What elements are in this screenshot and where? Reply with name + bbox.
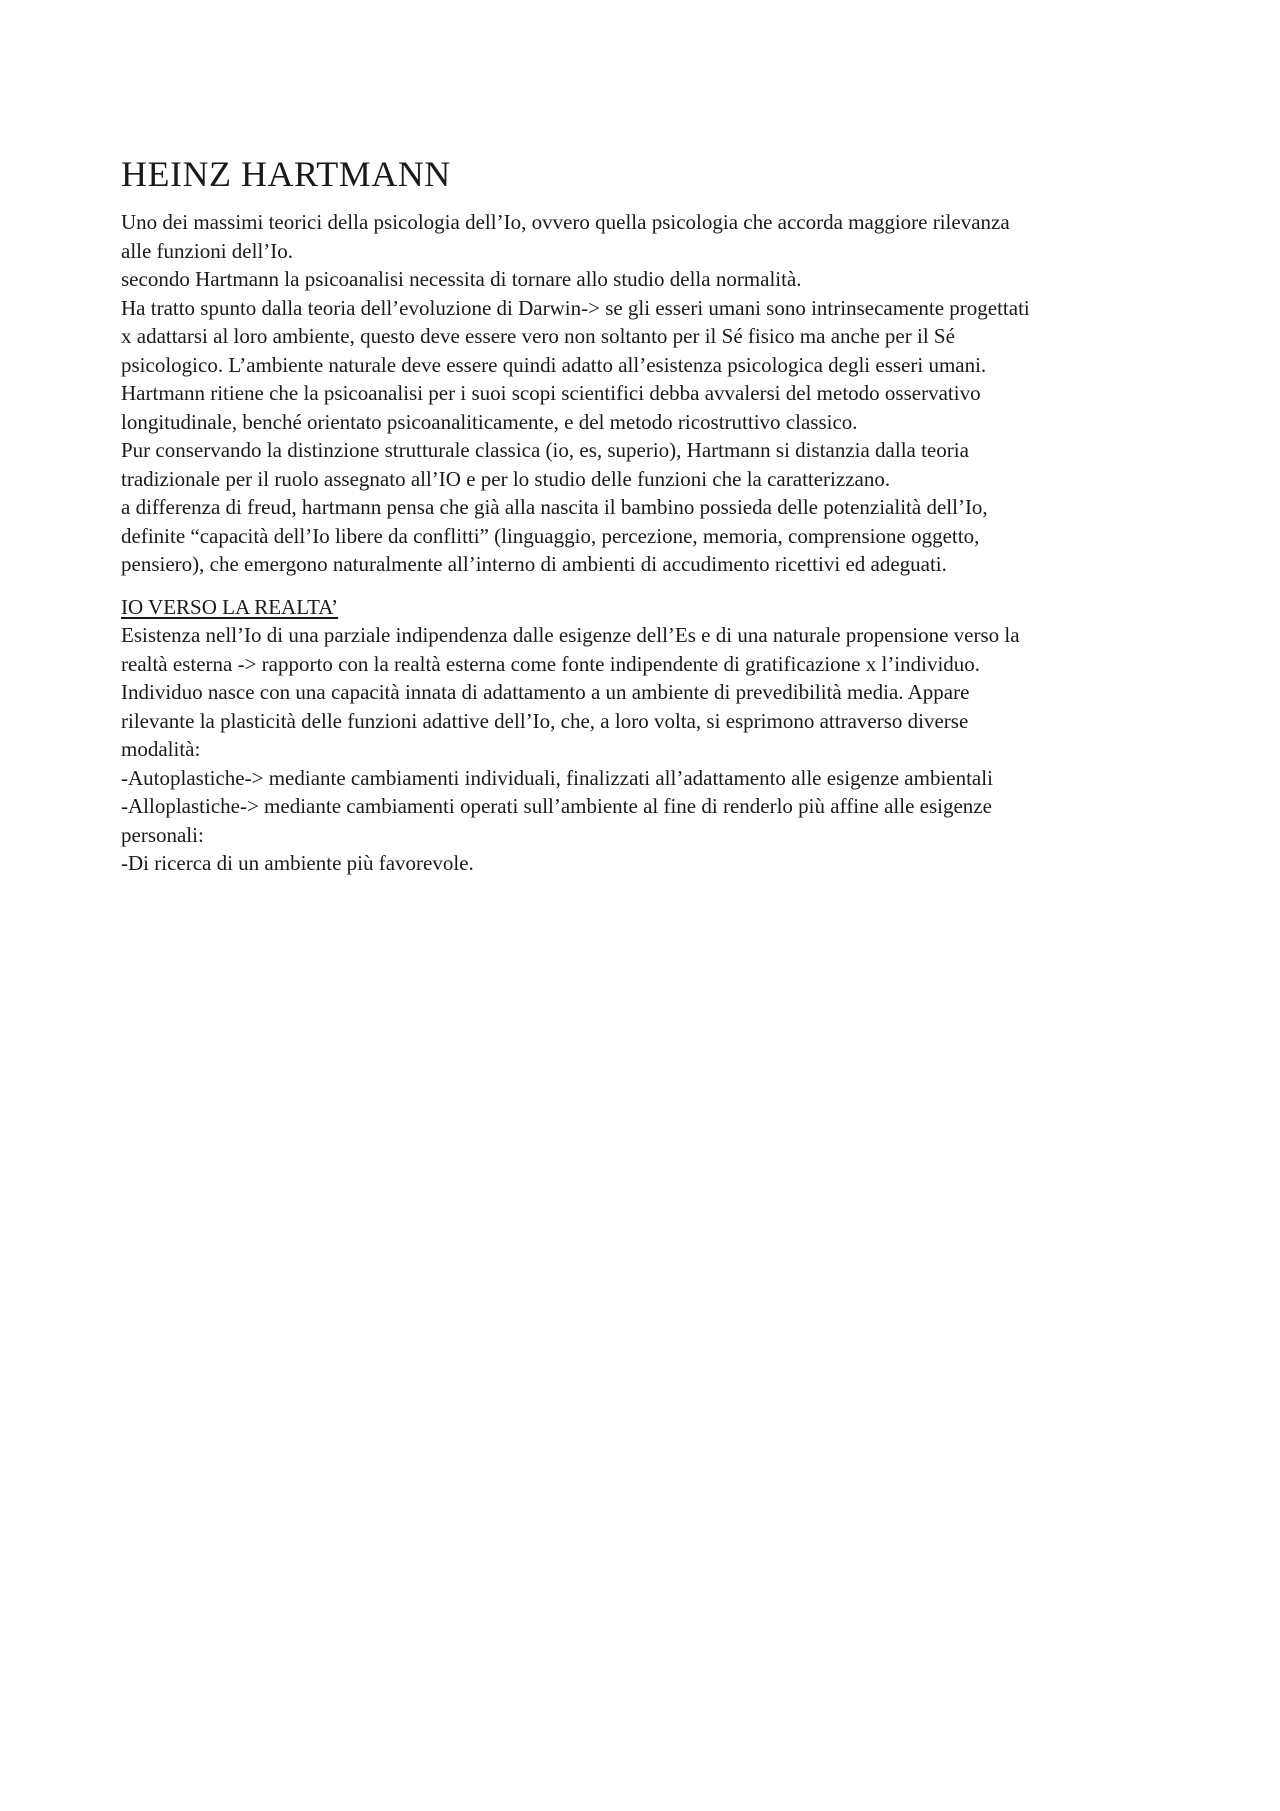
text-line: psicologico. L’ambiente naturale deve essere quindi adatto all’esistenza psicologica degli esseri umani. bbox=[121, 352, 987, 377]
text-line: rilevante la plasticità delle funzioni adattive dell’Io, che, a loro volta, si esprimono attraverso diverse bbox=[121, 708, 969, 733]
text-line: definite “capacità dell’Io libere da conflitti” (linguaggio, percezione, memoria, comprensione oggetto, bbox=[121, 523, 980, 548]
text-line: longitudinale, benché orientato psicoanaliticamente, e del metodo ricostruttivo classico. bbox=[121, 409, 858, 434]
intro-paragraph bbox=[121, 208, 1171, 579]
text-line: tradizionale per il ruolo assegnato all’IO e per lo studio delle funzioni che la caratterizzano. bbox=[121, 466, 891, 491]
text-line: modalità: bbox=[121, 737, 201, 761]
document-title: HEINZ HARTMANN bbox=[121, 154, 451, 194]
document-content bbox=[121, 152, 1171, 878]
text-line: pensiero), che emergono naturalmente all’interno di ambienti di accudimento ricettivi ed adeguati. bbox=[121, 552, 947, 576]
section-heading: IO VERSO LA REALTA’ bbox=[121, 594, 339, 619]
text-line: Individuo nasce con una capacità innata di adattamento a un ambiente di prevedibilità media. Appare bbox=[121, 680, 970, 704]
text-line: Pur conservando la distinzione strutturale classica (io, es, superio), Hartmann si distanzia dalla teoria bbox=[121, 438, 969, 462]
text-line: -Autoplastiche-> mediante cambiamenti individuali, finalizzati all’adattamento alle esigenze ambientali bbox=[121, 765, 993, 790]
text-line: Esistenza nell’Io di una parziale indipendenza dalle esigenze dell’Es e di una naturale propensione verso la bbox=[121, 623, 1020, 647]
text-line: secondo Hartmann la psicoanalisi necessita di tornare allo studio della normalità. bbox=[121, 267, 802, 291]
text-line: alle funzioni dell’Io. bbox=[121, 238, 294, 263]
text-line: Ha tratto spunto dalla teoria dell’evoluzione di Darwin-> se gli esseri umani sono intrinsecamente progettati bbox=[121, 295, 1030, 320]
text-line: a differenza di freud, hartmann pensa che già alla nascita il bambino possieda delle potenzialità dell’Io, bbox=[121, 495, 988, 519]
text-line: Uno dei massimi teorici della psicologia dell’Io, ovvero quella psicologia che accorda maggiore rilevanza bbox=[121, 210, 1010, 234]
text-line: Hartmann ritiene che la psicoanalisi per i suoi scopi scientifici debba avvalersi del metodo osservativo bbox=[121, 381, 981, 405]
text-line: -Di ricerca di un ambiente più favorevole. bbox=[121, 851, 474, 875]
section-paragraph bbox=[121, 621, 1171, 878]
text-line: personali: bbox=[121, 822, 204, 847]
text-line: x adattarsi al loro ambiente, questo deve essere vero non soltanto per il Sé fisico ma anche per il Sé bbox=[121, 324, 955, 348]
text-line: -Alloplastiche-> mediante cambiamenti operati sull’ambiente al fine di renderlo più affine alle esigenze bbox=[121, 794, 992, 818]
text-line: realtà esterna -> rapporto con la realtà esterna come fonte indipendente di gratificazione x l’individuo. bbox=[121, 651, 981, 676]
section-spacer bbox=[121, 579, 1171, 593]
